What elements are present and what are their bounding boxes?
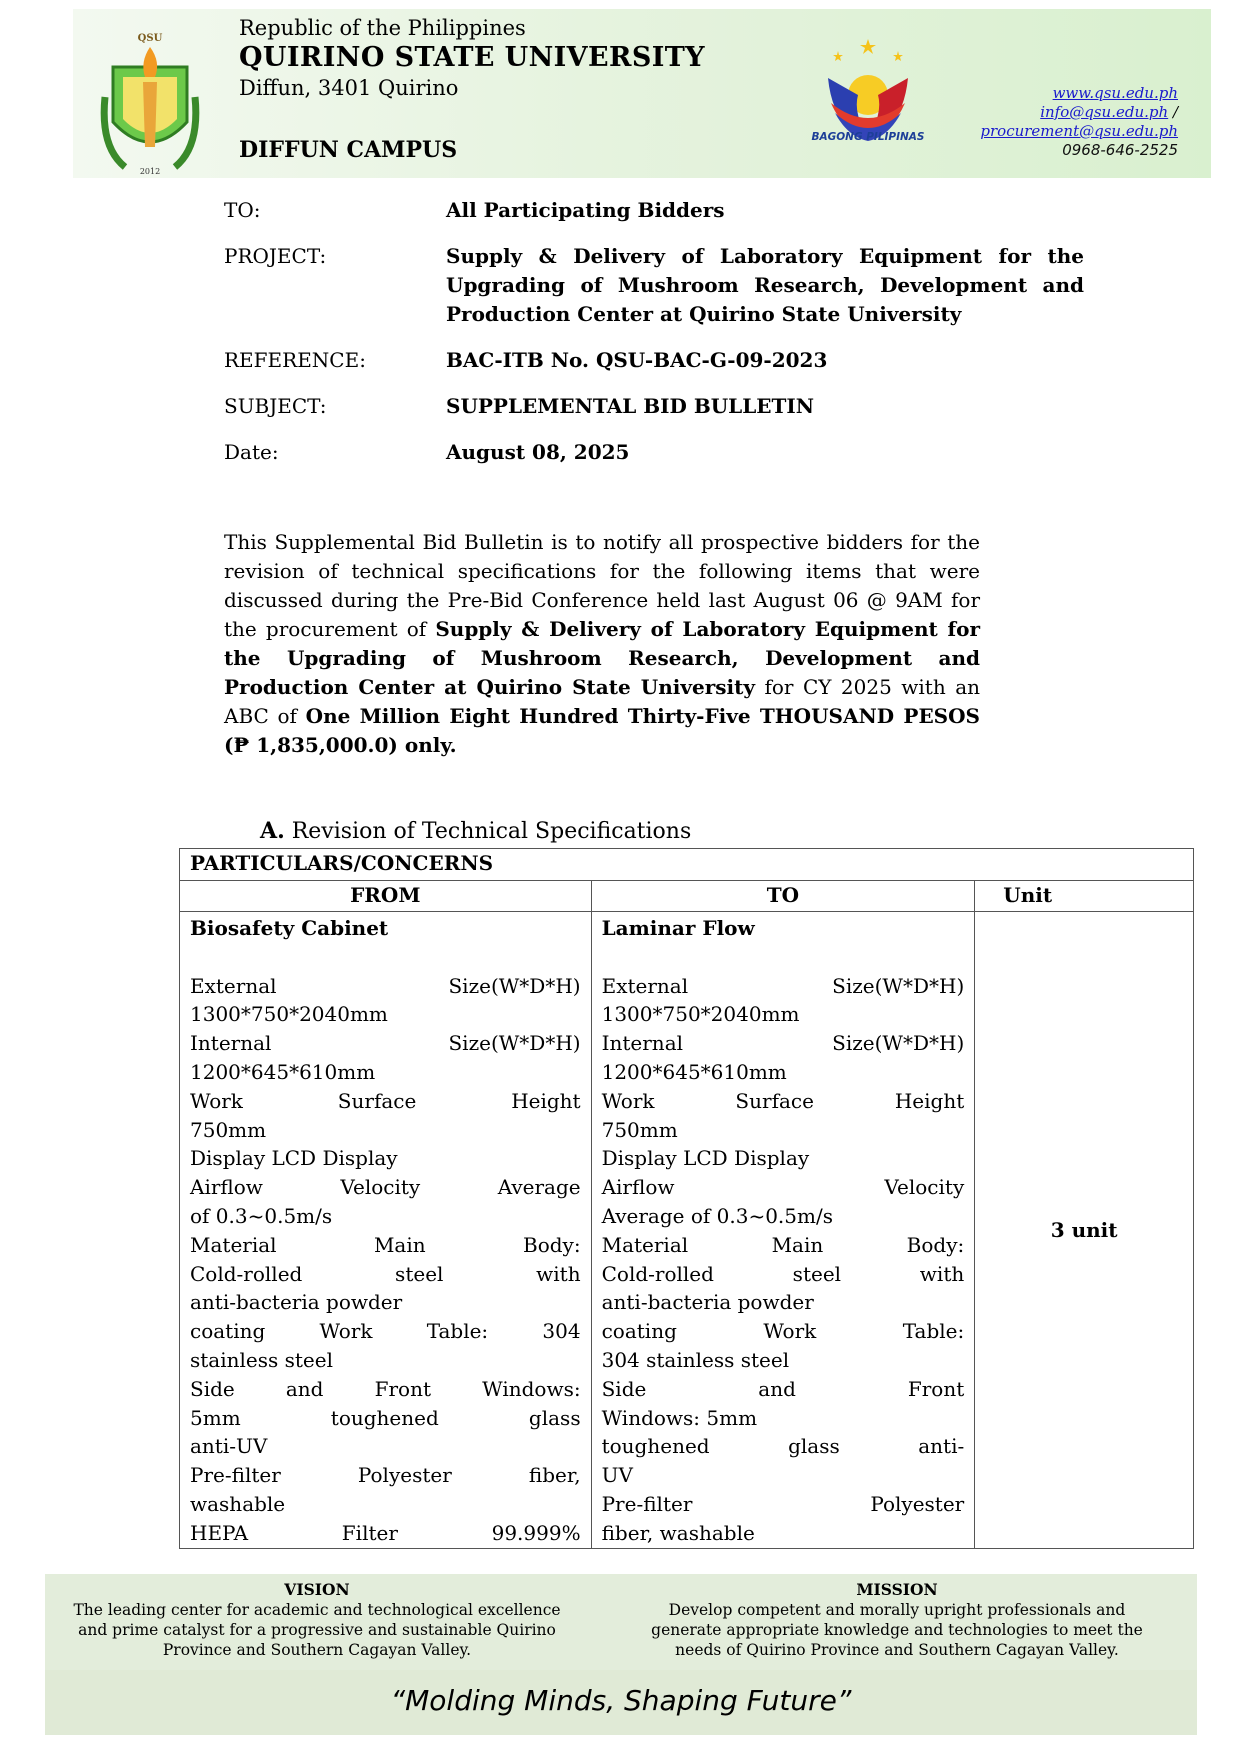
procurement-email-link[interactable]: procurement@qsu.edu.ph bbox=[980, 122, 1178, 140]
spec-line: Display LCD Display bbox=[190, 1146, 398, 1171]
university-title-block bbox=[239, 15, 705, 101]
email-separator: / bbox=[1168, 103, 1178, 121]
campus-name: DIFFUN CAMPUS bbox=[239, 137, 458, 163]
spec-line: 1200*645*610mm bbox=[190, 1059, 376, 1084]
bagong-pilipinas-label: BAGONG PILIPINAS bbox=[811, 131, 925, 143]
memo-row-project bbox=[224, 242, 1084, 329]
letterhead bbox=[73, 9, 1211, 178]
spec-line: Pre-filter Polyester bbox=[601, 1491, 965, 1516]
spec-line: External Size(W*D*H) bbox=[190, 973, 581, 998]
spec-line: Work Surface Height bbox=[601, 1088, 965, 1113]
paragraph-text-2: for CY 2025 with an ABC of bbox=[224, 675, 981, 728]
table-header-row-particulars bbox=[180, 849, 1194, 881]
spec-line: coating Work Table: 304 bbox=[190, 1319, 581, 1344]
spec-line: toughened glass anti- bbox=[601, 1434, 965, 1459]
spec-line: Internal Size(W*D*H) bbox=[601, 1031, 965, 1056]
spec-line: Side and Front Windows: bbox=[190, 1376, 581, 1401]
spec-line: 750mm bbox=[190, 1117, 267, 1142]
spec-line: 304 stainless steel bbox=[601, 1347, 790, 1372]
from-column-header: FROM bbox=[180, 881, 592, 912]
vision-text: The leading center for academic and technological excellence and prime catalyst for a progressive and sustainable Quirino Province and Southern Cagayan Valley. bbox=[73, 1601, 561, 1659]
table-row bbox=[180, 912, 1194, 1549]
svg-text:QSU: QSU bbox=[137, 33, 163, 44]
phone-number: 0968-646-2525 bbox=[1062, 141, 1178, 159]
spec-line: anti-bacteria powder bbox=[190, 1290, 403, 1315]
section-title: Revision of Technical Specifications bbox=[284, 819, 692, 844]
to-cell bbox=[591, 912, 975, 1549]
spec-line: Airflow Velocity bbox=[601, 1175, 965, 1200]
spec-line: coating Work Table: bbox=[601, 1319, 965, 1344]
mission-block bbox=[637, 1580, 1157, 1660]
memo-row-reference bbox=[224, 346, 1084, 375]
spec-line: Display LCD Display bbox=[601, 1146, 810, 1171]
memo-row-date bbox=[224, 438, 1084, 467]
memo-row-to bbox=[224, 196, 1084, 225]
section-letter: A. bbox=[260, 818, 285, 844]
spec-line: 1300*750*2040mm bbox=[601, 1002, 800, 1027]
table-header-row-columns bbox=[180, 881, 1194, 912]
reference-label: REFERENCE: bbox=[224, 348, 366, 372]
section-a-heading bbox=[260, 818, 691, 844]
spec-line: HEPA Filter 99.999% bbox=[190, 1520, 581, 1545]
spec-line: stainless steel bbox=[190, 1347, 333, 1372]
from-spec-list bbox=[190, 972, 581, 1548]
spec-line: UV bbox=[601, 1463, 633, 1488]
to-spec-list bbox=[602, 972, 965, 1548]
spec-line: washable bbox=[190, 1491, 286, 1516]
spec-line: Material Main Body: bbox=[601, 1232, 965, 1257]
spec-line: anti-UV bbox=[190, 1434, 268, 1459]
unit-cell: 3 unit bbox=[975, 912, 1194, 1549]
spec-line: Windows: 5mm bbox=[601, 1405, 758, 1430]
spec-line: 750mm bbox=[601, 1117, 678, 1142]
technical-specifications-table bbox=[179, 848, 1194, 1549]
project-label: PROJECT: bbox=[224, 244, 327, 268]
spec-line: Cold-rolled steel with bbox=[601, 1261, 965, 1286]
university-motto: “Molding Minds, Shaping Future” bbox=[45, 1670, 1197, 1735]
spec-line: 1300*750*2040mm bbox=[190, 1002, 388, 1027]
spec-line: Average of 0.3~0.5m/s bbox=[601, 1203, 833, 1228]
reference-value: BAC-ITB No. QSU-BAC-G-09-2023 bbox=[446, 348, 828, 372]
spec-line: 5mm toughened glass bbox=[190, 1405, 581, 1430]
spec-line: Airflow Velocity Average bbox=[190, 1175, 581, 1200]
spec-line: Material Main Body: bbox=[190, 1232, 581, 1257]
spec-line: Internal Size(W*D*H) bbox=[190, 1031, 581, 1056]
university-seal-icon bbox=[95, 27, 205, 177]
mission-text: Develop competent and morally upright professionals and generate appropriate knowledge and technologies to meet the needs of Quirino Province and Southern Cagayan Valley. bbox=[651, 1601, 1143, 1659]
date-label: Date: bbox=[224, 440, 279, 464]
project-value: Supply & Delivery of Laboratory Equipment for the Upgrading of Mushroom Research, Development and Production Center at Quirino State University bbox=[446, 244, 1084, 326]
to-label: TO: bbox=[224, 198, 261, 222]
paragraph-project-bold: Supply & Delivery of Laboratory Equipment for the Upgrading of Mushroom Research, Development and Production Center at Quirino State University bbox=[224, 617, 981, 699]
to-item-title: Laminar Flow bbox=[601, 916, 755, 940]
spec-line: Side and Front bbox=[601, 1376, 965, 1401]
memo-row-subject bbox=[224, 392, 1084, 421]
vision-heading: VISION bbox=[284, 1580, 350, 1599]
spec-line: anti-bacteria powder bbox=[601, 1290, 814, 1315]
spec-line: of 0.3~0.5m/s bbox=[190, 1203, 333, 1228]
republic-label: Republic of the Philippines bbox=[239, 16, 526, 40]
particulars-header: PARTICULARS/CONCERNS bbox=[180, 849, 1194, 881]
to-value: All Participating Bidders bbox=[446, 198, 725, 222]
vision-mission-footer bbox=[45, 1574, 1197, 1735]
subject-value: SUPPLEMENTAL BID BULLETIN bbox=[446, 394, 815, 418]
date-value: August 08, 2025 bbox=[446, 440, 630, 464]
website-link[interactable]: www.qsu.edu.ph bbox=[1052, 84, 1178, 102]
spec-line: Work Surface Height bbox=[190, 1088, 581, 1113]
from-item-title: Biosafety Cabinet bbox=[190, 916, 389, 940]
paragraph-abc-bold: One Million Eight Hundred Thirty-Five THOUSAND PESOS (₱ 1,835,000.0) only. bbox=[224, 704, 980, 757]
memo-fields bbox=[224, 196, 1084, 484]
mission-heading: MISSION bbox=[856, 1580, 938, 1599]
university-address: Diffun, 3401 Quirino bbox=[239, 76, 459, 100]
paragraph-text-1: This Supplemental Bid Bulletin is to notify all prospective bidders for the revision of technical specifications for the following items that were discussed during the Pre-Bid Conference held last August 06 @ 9AM for the procurement of bbox=[224, 530, 980, 641]
subject-label: SUBJECT: bbox=[224, 394, 327, 418]
contact-block bbox=[980, 84, 1178, 160]
from-cell bbox=[180, 912, 592, 1549]
spec-line: Cold-rolled steel with bbox=[190, 1261, 581, 1286]
vision-block bbox=[57, 1580, 577, 1660]
spec-line: fiber, washable bbox=[601, 1520, 755, 1545]
spec-line: External Size(W*D*H) bbox=[601, 973, 965, 998]
to-column-header: TO bbox=[591, 881, 975, 912]
spec-line: 1200*645*610mm bbox=[601, 1059, 787, 1084]
university-name: QUIRINO STATE UNIVERSITY bbox=[239, 42, 705, 73]
info-email-link[interactable]: info@qsu.edu.ph bbox=[1040, 103, 1169, 121]
unit-column-header: Unit bbox=[975, 881, 1194, 912]
spec-line: Pre-filter Polyester fiber, bbox=[190, 1463, 581, 1488]
svg-text:2012: 2012 bbox=[139, 167, 161, 176]
bulletin-paragraph bbox=[224, 528, 980, 760]
